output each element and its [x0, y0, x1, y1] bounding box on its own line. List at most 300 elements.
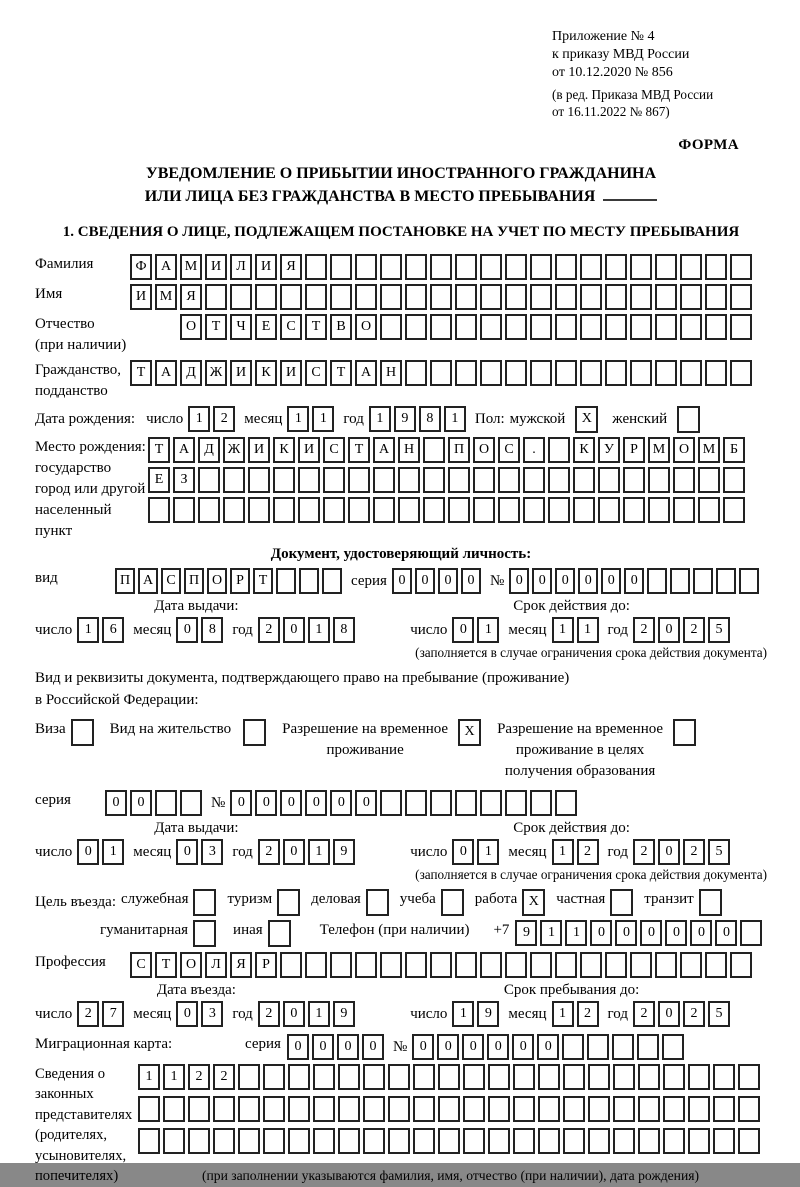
char-cell-empty[interactable] — [680, 360, 702, 386]
char-cell-filled[interactable]: 1 — [540, 920, 562, 946]
char-cell-empty[interactable] — [198, 497, 220, 523]
char-cell-filled[interactable]: 0 — [555, 568, 575, 594]
char-cell-filled[interactable]: 0 — [283, 617, 305, 643]
char-cell-filled[interactable]: 0 — [283, 839, 305, 865]
char-cell-filled[interactable]: И — [230, 360, 252, 386]
char-cell-filled[interactable]: 3 — [201, 839, 223, 865]
char-cell-empty[interactable] — [298, 467, 320, 493]
char-cell-empty[interactable] — [348, 497, 370, 523]
char-cell-empty[interactable] — [530, 284, 552, 310]
char-cell-filled[interactable]: Т — [130, 360, 152, 386]
char-cell-empty[interactable] — [138, 1096, 160, 1122]
char-cell-empty[interactable] — [723, 497, 745, 523]
char-cell-empty[interactable] — [530, 790, 552, 816]
char-cell-filled[interactable]: 0 — [330, 790, 352, 816]
char-cell-filled[interactable]: 8 — [201, 617, 223, 643]
char-cell-empty[interactable] — [280, 284, 302, 310]
char-cell-empty[interactable] — [638, 1128, 660, 1154]
char-cell-empty[interactable] — [588, 1096, 610, 1122]
char-cell-empty[interactable] — [740, 920, 762, 946]
char-cell-empty[interactable] — [230, 284, 252, 310]
char-cell-empty[interactable] — [673, 467, 695, 493]
char-cell-empty[interactable] — [605, 360, 627, 386]
char-cell-empty[interactable] — [688, 1128, 710, 1154]
char-cell-filled[interactable]: М — [698, 437, 720, 463]
char-cell-filled[interactable]: Ч — [230, 314, 252, 340]
char-cell-empty[interactable] — [563, 1096, 585, 1122]
char-cell-filled[interactable]: К — [255, 360, 277, 386]
char-cell-empty[interactable] — [663, 1128, 685, 1154]
char-cell-filled[interactable]: В — [330, 314, 352, 340]
char-cell-empty[interactable] — [480, 360, 502, 386]
char-cell-empty[interactable] — [730, 284, 752, 310]
char-cell-filled[interactable]: С — [498, 437, 520, 463]
char-cell-empty[interactable] — [613, 1064, 635, 1090]
char-cell-filled[interactable]: 0 — [452, 617, 474, 643]
char-cell-empty[interactable] — [380, 790, 402, 816]
char-cell-empty[interactable] — [523, 467, 545, 493]
char-cell-filled[interactable]: Я — [180, 284, 202, 310]
char-cell-filled[interactable]: 2 — [258, 617, 280, 643]
char-cell-filled[interactable]: А — [173, 437, 195, 463]
char-cell-empty[interactable] — [648, 467, 670, 493]
char-cell-empty[interactable] — [480, 790, 502, 816]
char-cell-filled[interactable]: 0 — [665, 920, 687, 946]
char-cell-empty[interactable] — [438, 1064, 460, 1090]
char-cell-empty[interactable] — [613, 1128, 635, 1154]
char-cell-filled[interactable]: 9 — [477, 1001, 499, 1027]
char-cell-empty[interactable] — [398, 467, 420, 493]
char-cell-empty[interactable] — [739, 568, 759, 594]
char-cell-filled[interactable]: 1 — [102, 839, 124, 865]
char-cell-filled[interactable]: 9 — [394, 406, 416, 432]
char-cell-empty[interactable] — [630, 360, 652, 386]
char-cell-empty[interactable] — [713, 1064, 735, 1090]
char-cell-filled[interactable]: Т — [305, 314, 327, 340]
char-cell-filled[interactable]: 3 — [201, 1001, 223, 1027]
char-cell-empty[interactable] — [305, 284, 327, 310]
char-cell-empty[interactable] — [488, 1064, 510, 1090]
char-cell-empty[interactable] — [680, 952, 702, 978]
char-cell-empty[interactable] — [355, 952, 377, 978]
char-cell-filled[interactable]: 0 — [176, 617, 198, 643]
char-cell-filled[interactable]: 0 — [601, 568, 621, 594]
char-cell-filled[interactable]: 2 — [577, 839, 599, 865]
char-cell-empty[interactable] — [538, 1096, 560, 1122]
char-cell-empty[interactable] — [548, 467, 570, 493]
char-cell-filled[interactable]: 0 — [532, 568, 552, 594]
char-cell-empty[interactable] — [573, 467, 595, 493]
char-cell-empty[interactable] — [248, 467, 270, 493]
char-cell-empty[interactable] — [713, 1128, 735, 1154]
char-cell-filled[interactable]: Н — [398, 437, 420, 463]
char-cell-filled[interactable]: И — [205, 254, 227, 280]
char-cell-filled[interactable]: 1 — [565, 920, 587, 946]
char-cell-empty[interactable] — [438, 1096, 460, 1122]
char-cell-filled[interactable]: 2 — [77, 1001, 99, 1027]
char-cell-empty[interactable] — [163, 1128, 185, 1154]
char-cell-empty[interactable] — [363, 1064, 385, 1090]
char-cell-empty[interactable] — [698, 497, 720, 523]
char-cell-empty[interactable] — [288, 1064, 310, 1090]
char-cell-empty[interactable] — [188, 1128, 210, 1154]
char-cell-empty[interactable] — [405, 284, 427, 310]
char-cell-filled[interactable]: О — [207, 568, 227, 594]
char-cell-empty[interactable] — [705, 952, 727, 978]
char-cell-empty[interactable] — [680, 284, 702, 310]
char-cell-filled[interactable]: З — [173, 467, 195, 493]
char-cell-empty[interactable] — [398, 497, 420, 523]
char-cell-empty[interactable] — [605, 952, 627, 978]
char-cell-filled[interactable]: 2 — [683, 617, 705, 643]
char-cell-filled[interactable]: Е — [148, 467, 170, 493]
char-cell-empty[interactable] — [263, 1096, 285, 1122]
char-cell-empty[interactable] — [688, 1096, 710, 1122]
char-cell-filled[interactable]: Ф — [130, 254, 152, 280]
char-cell-empty[interactable] — [405, 314, 427, 340]
char-cell-filled[interactable]: 8 — [333, 617, 355, 643]
char-cell-empty[interactable] — [455, 254, 477, 280]
char-cell-filled[interactable]: М — [648, 437, 670, 463]
char-cell-empty[interactable] — [248, 497, 270, 523]
char-cell-filled[interactable]: Л — [230, 254, 252, 280]
char-cell-filled[interactable]: 0 — [280, 790, 302, 816]
char-cell-empty[interactable] — [180, 790, 202, 816]
char-cell-empty[interactable] — [448, 467, 470, 493]
char-cell-empty[interactable] — [338, 1096, 360, 1122]
char-cell-filled[interactable]: Н — [380, 360, 402, 386]
char-cell-empty[interactable] — [388, 1096, 410, 1122]
char-cell-filled[interactable]: 1 — [552, 1001, 574, 1027]
char-cell-empty[interactable] — [455, 790, 477, 816]
char-cell-filled[interactable]: 1 — [287, 406, 309, 432]
char-cell-empty[interactable] — [173, 497, 195, 523]
char-cell-empty[interactable] — [213, 1128, 235, 1154]
char-cell-empty[interactable] — [243, 719, 266, 746]
char-cell-empty[interactable] — [716, 568, 736, 594]
char-cell-filled[interactable]: Ж — [205, 360, 227, 386]
char-cell-empty[interactable] — [380, 314, 402, 340]
char-cell-empty[interactable] — [205, 284, 227, 310]
char-cell-empty[interactable] — [463, 1064, 485, 1090]
char-cell-filled[interactable]: И — [130, 284, 152, 310]
char-cell-filled[interactable]: 0 — [658, 617, 680, 643]
char-cell-filled[interactable]: 2 — [213, 1064, 235, 1090]
char-cell-empty[interactable] — [498, 497, 520, 523]
char-cell-filled[interactable]: С — [323, 437, 345, 463]
char-cell-empty[interactable] — [498, 467, 520, 493]
char-cell-empty[interactable] — [563, 1128, 585, 1154]
char-cell-empty[interactable] — [705, 360, 727, 386]
char-cell-empty[interactable] — [71, 719, 94, 746]
char-cell-empty[interactable] — [480, 284, 502, 310]
char-cell-empty[interactable] — [730, 254, 752, 280]
char-cell-empty[interactable] — [638, 1096, 660, 1122]
char-cell-empty[interactable] — [505, 284, 527, 310]
char-cell-filled[interactable]: 0 — [487, 1034, 509, 1060]
char-cell-empty[interactable] — [323, 467, 345, 493]
char-cell-empty[interactable] — [313, 1064, 335, 1090]
char-cell-filled[interactable]: М — [180, 254, 202, 280]
char-cell-empty[interactable] — [423, 437, 445, 463]
char-cell-filled[interactable]: X — [522, 889, 545, 916]
char-cell-filled[interactable]: О — [673, 437, 695, 463]
char-cell-empty[interactable] — [573, 497, 595, 523]
char-cell-empty[interactable] — [463, 1128, 485, 1154]
char-cell-empty[interactable] — [480, 952, 502, 978]
char-cell-filled[interactable]: М — [155, 284, 177, 310]
char-cell-filled[interactable]: П — [184, 568, 204, 594]
char-cell-empty[interactable] — [280, 952, 302, 978]
char-cell-empty[interactable] — [330, 254, 352, 280]
char-cell-empty[interactable] — [555, 790, 577, 816]
char-cell-empty[interactable] — [330, 952, 352, 978]
char-cell-filled[interactable]: 1 — [188, 406, 210, 432]
char-cell-empty[interactable] — [505, 952, 527, 978]
char-cell-empty[interactable] — [598, 497, 620, 523]
char-cell-empty[interactable] — [730, 360, 752, 386]
char-cell-empty[interactable] — [513, 1064, 535, 1090]
char-cell-filled[interactable]: 5 — [708, 839, 730, 865]
char-cell-empty[interactable] — [630, 952, 652, 978]
char-cell-empty[interactable] — [373, 497, 395, 523]
char-cell-filled[interactable]: 0 — [287, 1034, 309, 1060]
char-cell-empty[interactable] — [738, 1128, 760, 1154]
char-cell-empty[interactable] — [738, 1064, 760, 1090]
char-cell-filled[interactable]: 0 — [255, 790, 277, 816]
char-cell-filled[interactable]: . — [523, 437, 545, 463]
char-cell-empty[interactable] — [148, 497, 170, 523]
char-cell-empty[interactable] — [555, 360, 577, 386]
char-cell-filled[interactable]: 0 — [658, 1001, 680, 1027]
char-cell-empty[interactable] — [163, 1096, 185, 1122]
char-cell-filled[interactable]: О — [473, 437, 495, 463]
char-cell-filled[interactable]: 6 — [102, 617, 124, 643]
char-cell-filled[interactable]: 2 — [213, 406, 235, 432]
char-cell-empty[interactable] — [530, 360, 552, 386]
char-cell-filled[interactable]: Д — [180, 360, 202, 386]
char-cell-empty[interactable] — [680, 314, 702, 340]
char-cell-empty[interactable] — [555, 314, 577, 340]
char-cell-filled[interactable]: 0 — [283, 1001, 305, 1027]
char-cell-empty[interactable] — [663, 1096, 685, 1122]
char-cell-empty[interactable] — [530, 314, 552, 340]
char-cell-empty[interactable] — [513, 1128, 535, 1154]
char-cell-filled[interactable]: Р — [623, 437, 645, 463]
char-cell-filled[interactable]: 0 — [392, 568, 412, 594]
char-cell-filled[interactable]: О — [355, 314, 377, 340]
char-cell-filled[interactable]: 0 — [230, 790, 252, 816]
char-cell-empty[interactable] — [580, 952, 602, 978]
char-cell-empty[interactable] — [155, 790, 177, 816]
char-cell-filled[interactable]: 2 — [633, 839, 655, 865]
char-cell-empty[interactable] — [388, 1128, 410, 1154]
char-cell-empty[interactable] — [238, 1064, 260, 1090]
char-cell-filled[interactable]: 0 — [461, 568, 481, 594]
char-cell-empty[interactable] — [673, 497, 695, 523]
char-cell-empty[interactable] — [548, 497, 570, 523]
char-cell-empty[interactable] — [623, 467, 645, 493]
char-cell-filled[interactable]: 0 — [312, 1034, 334, 1060]
char-cell-empty[interactable] — [413, 1064, 435, 1090]
char-cell-filled[interactable]: 2 — [683, 839, 705, 865]
char-cell-empty[interactable] — [338, 1064, 360, 1090]
char-cell-empty[interactable] — [430, 952, 452, 978]
char-cell-empty[interactable] — [663, 1064, 685, 1090]
char-cell-empty[interactable] — [305, 952, 327, 978]
char-cell-filled[interactable]: 1 — [577, 617, 599, 643]
char-cell-empty[interactable] — [488, 1096, 510, 1122]
char-cell-empty[interactable] — [323, 497, 345, 523]
char-cell-empty[interactable] — [699, 889, 722, 916]
char-cell-filled[interactable]: Е — [255, 314, 277, 340]
char-cell-filled[interactable]: А — [155, 360, 177, 386]
char-cell-empty[interactable] — [193, 889, 216, 916]
char-cell-empty[interactable] — [473, 497, 495, 523]
char-cell-filled[interactable]: 1 — [369, 406, 391, 432]
char-cell-filled[interactable]: 0 — [337, 1034, 359, 1060]
char-cell-empty[interactable] — [588, 1128, 610, 1154]
char-cell-filled[interactable]: 0 — [578, 568, 598, 594]
char-cell-filled[interactable]: И — [280, 360, 302, 386]
char-cell-empty[interactable] — [193, 920, 216, 947]
char-cell-empty[interactable] — [423, 467, 445, 493]
char-cell-filled[interactable]: 0 — [615, 920, 637, 946]
char-cell-filled[interactable]: П — [448, 437, 470, 463]
char-cell-empty[interactable] — [530, 254, 552, 280]
char-cell-empty[interactable] — [555, 284, 577, 310]
char-cell-empty[interactable] — [305, 254, 327, 280]
char-cell-empty[interactable] — [322, 568, 342, 594]
char-cell-filled[interactable]: С — [280, 314, 302, 340]
char-cell-empty[interactable] — [438, 1128, 460, 1154]
char-cell-empty[interactable] — [263, 1128, 285, 1154]
char-cell-empty[interactable] — [587, 1034, 609, 1060]
char-cell-filled[interactable]: 0 — [437, 1034, 459, 1060]
char-cell-filled[interactable]: С — [130, 952, 152, 978]
char-cell-empty[interactable] — [513, 1096, 535, 1122]
char-cell-filled[interactable]: 2 — [633, 1001, 655, 1027]
char-cell-empty[interactable] — [705, 314, 727, 340]
char-cell-filled[interactable]: 8 — [419, 406, 441, 432]
char-cell-filled[interactable]: О — [180, 952, 202, 978]
char-cell-empty[interactable] — [480, 314, 502, 340]
char-cell-filled[interactable]: 1 — [444, 406, 466, 432]
char-cell-empty[interactable] — [363, 1128, 385, 1154]
char-cell-filled[interactable]: У — [598, 437, 620, 463]
char-cell-empty[interactable] — [355, 284, 377, 310]
char-cell-empty[interactable] — [680, 254, 702, 280]
char-cell-empty[interactable] — [638, 1064, 660, 1090]
char-cell-filled[interactable]: X — [575, 406, 598, 433]
char-cell-empty[interactable] — [613, 1096, 635, 1122]
char-cell-filled[interactable]: Я — [230, 952, 252, 978]
char-cell-empty[interactable] — [698, 467, 720, 493]
char-cell-empty[interactable] — [655, 314, 677, 340]
char-cell-empty[interactable] — [355, 254, 377, 280]
char-cell-filled[interactable]: Д — [198, 437, 220, 463]
char-cell-filled[interactable]: 0 — [715, 920, 737, 946]
char-cell-empty[interactable] — [430, 790, 452, 816]
char-cell-filled[interactable]: 1 — [452, 1001, 474, 1027]
char-cell-empty[interactable] — [330, 284, 352, 310]
char-cell-empty[interactable] — [138, 1128, 160, 1154]
char-cell-empty[interactable] — [288, 1128, 310, 1154]
char-cell-empty[interactable] — [313, 1096, 335, 1122]
char-cell-empty[interactable] — [693, 568, 713, 594]
char-cell-empty[interactable] — [298, 497, 320, 523]
char-cell-filled[interactable]: 1 — [308, 617, 330, 643]
char-cell-empty[interactable] — [705, 284, 727, 310]
char-cell-filled[interactable]: Ж — [223, 437, 245, 463]
char-cell-filled[interactable]: 0 — [509, 568, 529, 594]
char-cell-empty[interactable] — [605, 314, 627, 340]
char-cell-empty[interactable] — [455, 284, 477, 310]
char-cell-empty[interactable] — [313, 1128, 335, 1154]
char-cell-empty[interactable] — [538, 1128, 560, 1154]
char-cell-empty[interactable] — [670, 568, 690, 594]
char-cell-filled[interactable]: С — [161, 568, 181, 594]
char-cell-empty[interactable] — [730, 314, 752, 340]
char-cell-empty[interactable] — [505, 790, 527, 816]
char-cell-filled[interactable]: 1 — [77, 617, 99, 643]
char-cell-filled[interactable]: Р — [230, 568, 250, 594]
char-cell-empty[interactable] — [405, 790, 427, 816]
char-cell-empty[interactable] — [277, 889, 300, 916]
char-cell-filled[interactable]: Р — [255, 952, 277, 978]
char-cell-filled[interactable]: Л — [205, 952, 227, 978]
char-cell-filled[interactable]: 0 — [77, 839, 99, 865]
char-cell-empty[interactable] — [598, 467, 620, 493]
char-cell-empty[interactable] — [548, 437, 570, 463]
char-cell-filled[interactable]: 9 — [515, 920, 537, 946]
char-cell-empty[interactable] — [413, 1096, 435, 1122]
char-cell-empty[interactable] — [430, 284, 452, 310]
char-cell-empty[interactable] — [555, 254, 577, 280]
char-cell-filled[interactable]: 9 — [333, 1001, 355, 1027]
char-cell-empty[interactable] — [488, 1128, 510, 1154]
char-cell-filled[interactable]: К — [273, 437, 295, 463]
char-cell-filled[interactable]: 1 — [477, 839, 499, 865]
char-cell-filled[interactable]: 5 — [708, 1001, 730, 1027]
char-cell-filled[interactable]: 0 — [537, 1034, 559, 1060]
char-cell-filled[interactable]: И — [298, 437, 320, 463]
char-cell-empty[interactable] — [273, 467, 295, 493]
char-cell-empty[interactable] — [662, 1034, 684, 1060]
char-cell-empty[interactable] — [580, 360, 602, 386]
char-cell-empty[interactable] — [405, 254, 427, 280]
char-cell-filled[interactable]: 1 — [552, 839, 574, 865]
char-cell-filled[interactable]: О — [180, 314, 202, 340]
char-cell-empty[interactable] — [588, 1064, 610, 1090]
char-cell-empty[interactable] — [268, 920, 291, 947]
char-cell-empty[interactable] — [213, 1096, 235, 1122]
char-cell-empty[interactable] — [413, 1128, 435, 1154]
char-cell-filled[interactable]: А — [355, 360, 377, 386]
char-cell-empty[interactable] — [405, 360, 427, 386]
char-cell-filled[interactable]: 2 — [188, 1064, 210, 1090]
char-cell-filled[interactable]: 2 — [683, 1001, 705, 1027]
char-cell-filled[interactable]: Т — [348, 437, 370, 463]
char-cell-filled[interactable]: 0 — [452, 839, 474, 865]
char-cell-empty[interactable] — [238, 1128, 260, 1154]
char-cell-empty[interactable] — [655, 254, 677, 280]
char-cell-filled[interactable]: 1 — [308, 1001, 330, 1027]
char-cell-filled[interactable]: Т — [148, 437, 170, 463]
char-cell-empty[interactable] — [366, 889, 389, 916]
char-cell-empty[interactable] — [388, 1064, 410, 1090]
char-cell-empty[interactable] — [505, 314, 527, 340]
